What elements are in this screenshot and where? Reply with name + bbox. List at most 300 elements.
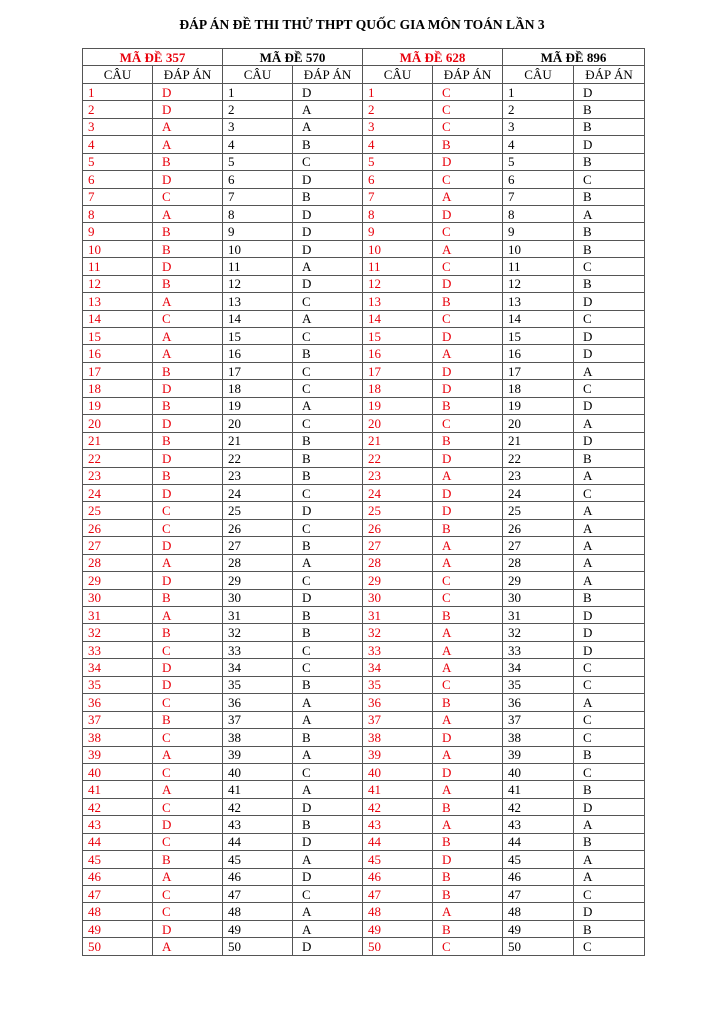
answer-cell: A (433, 554, 503, 571)
question-number-cell: 35 (363, 676, 433, 693)
question-number-cell: 7 (503, 188, 574, 205)
answer-cell: A (574, 415, 645, 432)
question-number-cell: 16 (503, 345, 574, 362)
answer-cell: B (574, 781, 645, 798)
answer-cell: C (433, 118, 503, 135)
question-number-cell: 9 (503, 223, 574, 240)
question-number-cell: 29 (363, 572, 433, 589)
answer-cell: C (574, 729, 645, 746)
question-number-cell: 19 (83, 397, 153, 414)
answer-cell: B (153, 624, 223, 641)
question-number-cell: 5 (363, 153, 433, 170)
table-row (83, 729, 645, 746)
answer-cell: B (574, 833, 645, 850)
answer-cell: B (574, 450, 645, 467)
answer-cell: D (153, 101, 223, 118)
question-number-cell: 1 (83, 83, 153, 100)
answer-cell: C (293, 362, 363, 379)
question-number-cell: 17 (363, 362, 433, 379)
question-number-cell: 36 (363, 694, 433, 711)
question-number-cell: 13 (503, 293, 574, 310)
answer-cell: C (293, 153, 363, 170)
answer-cell: A (574, 467, 645, 484)
question-number-cell: 11 (503, 258, 574, 275)
question-number-cell: 31 (363, 607, 433, 624)
answer-cell: C (293, 293, 363, 310)
answer-cell: D (153, 816, 223, 833)
answer-cell: A (293, 711, 363, 728)
answer-cell: A (293, 851, 363, 868)
exam-code-header: MÃ ĐỀ 570 (223, 49, 363, 66)
answer-cell: D (574, 432, 645, 449)
question-number-cell: 24 (503, 484, 574, 501)
table-row (83, 572, 645, 589)
question-number-cell: 29 (223, 572, 293, 589)
answer-cell: A (433, 467, 503, 484)
question-number-cell: 43 (503, 816, 574, 833)
answer-cell: C (433, 676, 503, 693)
question-number-cell: 34 (223, 659, 293, 676)
table-row (83, 833, 645, 850)
table-row (83, 136, 645, 153)
answer-cell: C (433, 589, 503, 606)
question-number-cell: 26 (363, 519, 433, 536)
question-number-cell: 43 (363, 816, 433, 833)
question-number-cell: 22 (503, 450, 574, 467)
answer-cell: C (153, 763, 223, 780)
question-number-cell: 24 (363, 484, 433, 501)
question-number-cell: 14 (503, 310, 574, 327)
answer-cell: A (433, 240, 503, 257)
exam-code-header: MÃ ĐỀ 896 (503, 49, 645, 66)
question-number-cell: 26 (223, 519, 293, 536)
table-row (83, 903, 645, 920)
question-number-cell: 7 (363, 188, 433, 205)
question-number-cell: 6 (363, 171, 433, 188)
question-number-cell: 4 (363, 136, 433, 153)
question-number-cell: 20 (83, 415, 153, 432)
answer-cell: A (574, 502, 645, 519)
answer-cell: C (433, 223, 503, 240)
answer-cell: A (293, 310, 363, 327)
question-number-cell: 46 (363, 868, 433, 885)
question-number-cell: 48 (223, 903, 293, 920)
question-number-cell: 50 (83, 938, 153, 955)
answer-cell: B (293, 136, 363, 153)
question-number-cell: 2 (363, 101, 433, 118)
question-number-cell: 8 (363, 205, 433, 222)
answer-column-header: ĐÁP ÁN (574, 66, 645, 83)
question-number-cell: 34 (363, 659, 433, 676)
question-number-cell: 12 (83, 275, 153, 292)
table-row (83, 153, 645, 170)
answer-cell: B (153, 362, 223, 379)
table-row (83, 397, 645, 414)
answer-cell: D (574, 328, 645, 345)
answer-cell: D (433, 484, 503, 501)
question-number-cell: 48 (83, 903, 153, 920)
answer-cell: A (574, 554, 645, 571)
question-number-cell: 19 (363, 397, 433, 414)
answer-cell: A (293, 397, 363, 414)
question-number-cell: 28 (503, 554, 574, 571)
question-number-cell: 9 (363, 223, 433, 240)
table-row (83, 83, 645, 100)
question-number-cell: 6 (223, 171, 293, 188)
question-number-cell: 18 (83, 380, 153, 397)
question-number-cell: 49 (363, 920, 433, 937)
table-row (83, 694, 645, 711)
answer-column-header: ĐÁP ÁN (433, 66, 503, 83)
question-number-cell: 16 (83, 345, 153, 362)
table-row (83, 362, 645, 379)
answer-cell: B (433, 798, 503, 815)
exam-code-header: MÃ ĐỀ 357 (83, 49, 223, 66)
question-number-cell: 27 (363, 537, 433, 554)
question-number-cell: 12 (503, 275, 574, 292)
answer-cell: C (433, 415, 503, 432)
question-number-cell: 44 (363, 833, 433, 850)
answer-cell: B (574, 240, 645, 257)
question-number-cell: 18 (223, 380, 293, 397)
answer-cell: C (153, 310, 223, 327)
question-number-cell: 23 (83, 467, 153, 484)
question-number-cell: 22 (83, 450, 153, 467)
answer-cell: C (153, 903, 223, 920)
answer-cell: B (153, 589, 223, 606)
answer-cell: A (153, 328, 223, 345)
answer-cell: B (574, 275, 645, 292)
answer-cell: A (433, 711, 503, 728)
answer-cell: A (574, 205, 645, 222)
answer-cell: C (433, 572, 503, 589)
table-row (83, 607, 645, 624)
answer-cell: A (293, 920, 363, 937)
answer-cell: C (293, 519, 363, 536)
answer-cell: D (153, 676, 223, 693)
question-number-cell: 33 (223, 641, 293, 658)
question-number-cell: 46 (503, 868, 574, 885)
table-row (83, 432, 645, 449)
answer-cell: D (153, 537, 223, 554)
question-number-cell: 4 (223, 136, 293, 153)
answer-cell: A (293, 554, 363, 571)
question-number-cell: 4 (83, 136, 153, 153)
question-number-cell: 9 (223, 223, 293, 240)
question-number-cell: 47 (363, 886, 433, 903)
answer-cell: B (574, 101, 645, 118)
answer-cell: B (574, 188, 645, 205)
question-number-cell: 39 (503, 746, 574, 763)
question-number-cell: 50 (223, 938, 293, 955)
answer-cell: A (293, 118, 363, 135)
question-number-cell: 17 (83, 362, 153, 379)
answer-cell: D (433, 328, 503, 345)
answer-cell: B (293, 607, 363, 624)
answer-cell: B (574, 920, 645, 937)
question-number-cell: 26 (83, 519, 153, 536)
question-number-cell: 14 (363, 310, 433, 327)
answer-cell: B (293, 188, 363, 205)
answer-cell: B (153, 240, 223, 257)
question-number-cell: 11 (223, 258, 293, 275)
question-number-cell: 34 (83, 659, 153, 676)
answer-cell: A (433, 624, 503, 641)
answer-cell: D (293, 798, 363, 815)
answer-cell: C (574, 938, 645, 955)
question-number-cell: 39 (83, 746, 153, 763)
question-number-cell: 29 (83, 572, 153, 589)
question-number-cell: 19 (223, 397, 293, 414)
answer-cell: D (293, 275, 363, 292)
table-row (83, 781, 645, 798)
answer-cell: D (574, 293, 645, 310)
answer-cell: D (574, 83, 645, 100)
answer-cell: D (293, 938, 363, 955)
answer-cell: B (153, 432, 223, 449)
question-number-cell: 39 (223, 746, 293, 763)
question-number-cell: 15 (363, 328, 433, 345)
answer-cell: D (153, 450, 223, 467)
answer-cell: B (293, 729, 363, 746)
question-number-cell: 1 (223, 83, 293, 100)
answer-cell: A (153, 938, 223, 955)
question-number-cell: 7 (83, 188, 153, 205)
table-row (83, 816, 645, 833)
answer-cell: A (433, 781, 503, 798)
answer-cell: D (574, 903, 645, 920)
answer-cell: C (574, 380, 645, 397)
answer-cell: D (433, 851, 503, 868)
question-number-cell: 40 (363, 763, 433, 780)
answer-cell: C (433, 258, 503, 275)
question-number-cell: 12 (363, 275, 433, 292)
answer-cell: B (153, 397, 223, 414)
answer-cell: C (433, 83, 503, 100)
question-column-header: CÂU (83, 66, 153, 83)
question-number-cell: 5 (223, 153, 293, 170)
question-number-cell: 20 (223, 415, 293, 432)
question-column-header: CÂU (363, 66, 433, 83)
answer-cell: B (153, 851, 223, 868)
question-number-cell: 30 (83, 589, 153, 606)
answer-cell: B (293, 345, 363, 362)
answer-cell: C (574, 310, 645, 327)
table-row (83, 310, 645, 327)
question-number-cell: 8 (503, 205, 574, 222)
answer-cell: D (153, 258, 223, 275)
table-row (83, 641, 645, 658)
answer-cell: C (574, 484, 645, 501)
answer-cell: D (433, 729, 503, 746)
question-number-cell: 40 (503, 763, 574, 780)
answer-cell: B (433, 607, 503, 624)
answer-cell: C (153, 641, 223, 658)
answer-cell: B (433, 432, 503, 449)
question-number-cell: 4 (503, 136, 574, 153)
answer-cell: C (433, 938, 503, 955)
question-number-cell: 36 (503, 694, 574, 711)
answer-cell: A (293, 258, 363, 275)
question-number-cell: 3 (223, 118, 293, 135)
exam-code-row (83, 49, 645, 66)
answer-cell: D (153, 920, 223, 937)
answer-cell: A (153, 781, 223, 798)
question-number-cell: 14 (83, 310, 153, 327)
answer-cell: C (153, 886, 223, 903)
question-number-cell: 31 (223, 607, 293, 624)
answer-cell: A (433, 816, 503, 833)
answer-cell: A (574, 537, 645, 554)
answer-cell: B (153, 711, 223, 728)
answer-cell: D (153, 83, 223, 100)
answer-cell: B (433, 920, 503, 937)
answer-cell: D (574, 607, 645, 624)
table-row (83, 380, 645, 397)
question-number-cell: 10 (363, 240, 433, 257)
answer-cell: A (574, 694, 645, 711)
question-number-cell: 13 (363, 293, 433, 310)
table-row (83, 484, 645, 501)
answer-cell: D (293, 83, 363, 100)
question-number-cell: 37 (363, 711, 433, 728)
question-number-cell: 18 (503, 380, 574, 397)
question-number-cell: 42 (363, 798, 433, 815)
question-number-cell: 11 (83, 258, 153, 275)
question-number-cell: 15 (83, 328, 153, 345)
question-number-cell: 1 (503, 83, 574, 100)
question-number-cell: 18 (363, 380, 433, 397)
table-row (83, 188, 645, 205)
table-row (83, 450, 645, 467)
answer-cell: B (153, 275, 223, 292)
question-number-cell: 19 (503, 397, 574, 414)
answer-cell: D (574, 641, 645, 658)
answer-cell: B (293, 816, 363, 833)
table-row (83, 624, 645, 641)
question-number-cell: 9 (83, 223, 153, 240)
answer-cell: D (433, 502, 503, 519)
answer-cell: D (574, 136, 645, 153)
question-number-cell: 36 (83, 694, 153, 711)
answer-cell: B (574, 746, 645, 763)
question-number-cell: 45 (503, 851, 574, 868)
question-number-cell: 30 (223, 589, 293, 606)
answer-cell: A (293, 101, 363, 118)
question-number-cell: 38 (223, 729, 293, 746)
answer-cell: D (293, 205, 363, 222)
answer-cell: D (293, 223, 363, 240)
answer-cell: C (574, 886, 645, 903)
question-number-cell: 32 (363, 624, 433, 641)
answer-cell: A (293, 746, 363, 763)
table-row (83, 798, 645, 815)
question-number-cell: 49 (83, 920, 153, 937)
table-row (83, 519, 645, 536)
answer-cell: B (153, 153, 223, 170)
question-number-cell: 5 (83, 153, 153, 170)
question-number-cell: 31 (83, 607, 153, 624)
answer-cell: B (293, 676, 363, 693)
question-number-cell: 13 (83, 293, 153, 310)
answer-cell: D (153, 380, 223, 397)
question-number-cell: 35 (503, 676, 574, 693)
answer-cell: B (433, 397, 503, 414)
answer-cell: C (293, 380, 363, 397)
answer-cell: A (153, 136, 223, 153)
question-number-cell: 15 (223, 328, 293, 345)
question-number-cell: 15 (503, 328, 574, 345)
answer-cell: D (293, 240, 363, 257)
question-number-cell: 44 (223, 833, 293, 850)
answer-cell: A (293, 694, 363, 711)
table-row (83, 676, 645, 693)
answer-cell: D (153, 415, 223, 432)
answer-cell: B (433, 694, 503, 711)
question-number-cell: 41 (223, 781, 293, 798)
answer-cell: C (574, 659, 645, 676)
answer-cell: D (153, 484, 223, 501)
answer-cell: B (574, 153, 645, 170)
question-number-cell: 27 (83, 537, 153, 554)
question-number-cell: 26 (503, 519, 574, 536)
answer-cell: D (433, 153, 503, 170)
question-number-cell: 45 (223, 851, 293, 868)
question-number-cell: 11 (363, 258, 433, 275)
question-number-cell: 2 (223, 101, 293, 118)
answer-cell: A (433, 746, 503, 763)
question-number-cell: 24 (83, 484, 153, 501)
table-row (83, 328, 645, 345)
question-number-cell: 17 (223, 362, 293, 379)
answer-cell: B (293, 450, 363, 467)
question-number-cell: 25 (503, 502, 574, 519)
question-number-cell: 3 (83, 118, 153, 135)
answer-cell: C (293, 572, 363, 589)
answer-cell: D (293, 833, 363, 850)
question-number-cell: 23 (503, 467, 574, 484)
answer-cell: D (153, 572, 223, 589)
question-number-cell: 14 (223, 310, 293, 327)
question-number-cell: 34 (503, 659, 574, 676)
question-number-cell: 38 (503, 729, 574, 746)
question-number-cell: 45 (363, 851, 433, 868)
answer-cell: D (574, 624, 645, 641)
answer-cell: A (574, 851, 645, 868)
answer-cell: C (153, 694, 223, 711)
question-number-cell: 43 (223, 816, 293, 833)
table-row (83, 101, 645, 118)
question-number-cell: 48 (363, 903, 433, 920)
question-number-cell: 44 (503, 833, 574, 850)
answer-cell: A (574, 868, 645, 885)
table-row (83, 258, 645, 275)
table-row (83, 205, 645, 222)
answer-cell: B (293, 467, 363, 484)
question-number-cell: 30 (363, 589, 433, 606)
answer-cell: B (574, 589, 645, 606)
answer-cell: D (574, 798, 645, 815)
answer-cell: B (293, 432, 363, 449)
question-number-cell: 49 (503, 920, 574, 937)
answer-column-header: ĐÁP ÁN (153, 66, 223, 83)
question-number-cell: 25 (83, 502, 153, 519)
table-row (83, 746, 645, 763)
answer-cell: C (574, 171, 645, 188)
answer-cell: C (293, 484, 363, 501)
question-number-cell: 8 (83, 205, 153, 222)
answer-cell: B (433, 886, 503, 903)
